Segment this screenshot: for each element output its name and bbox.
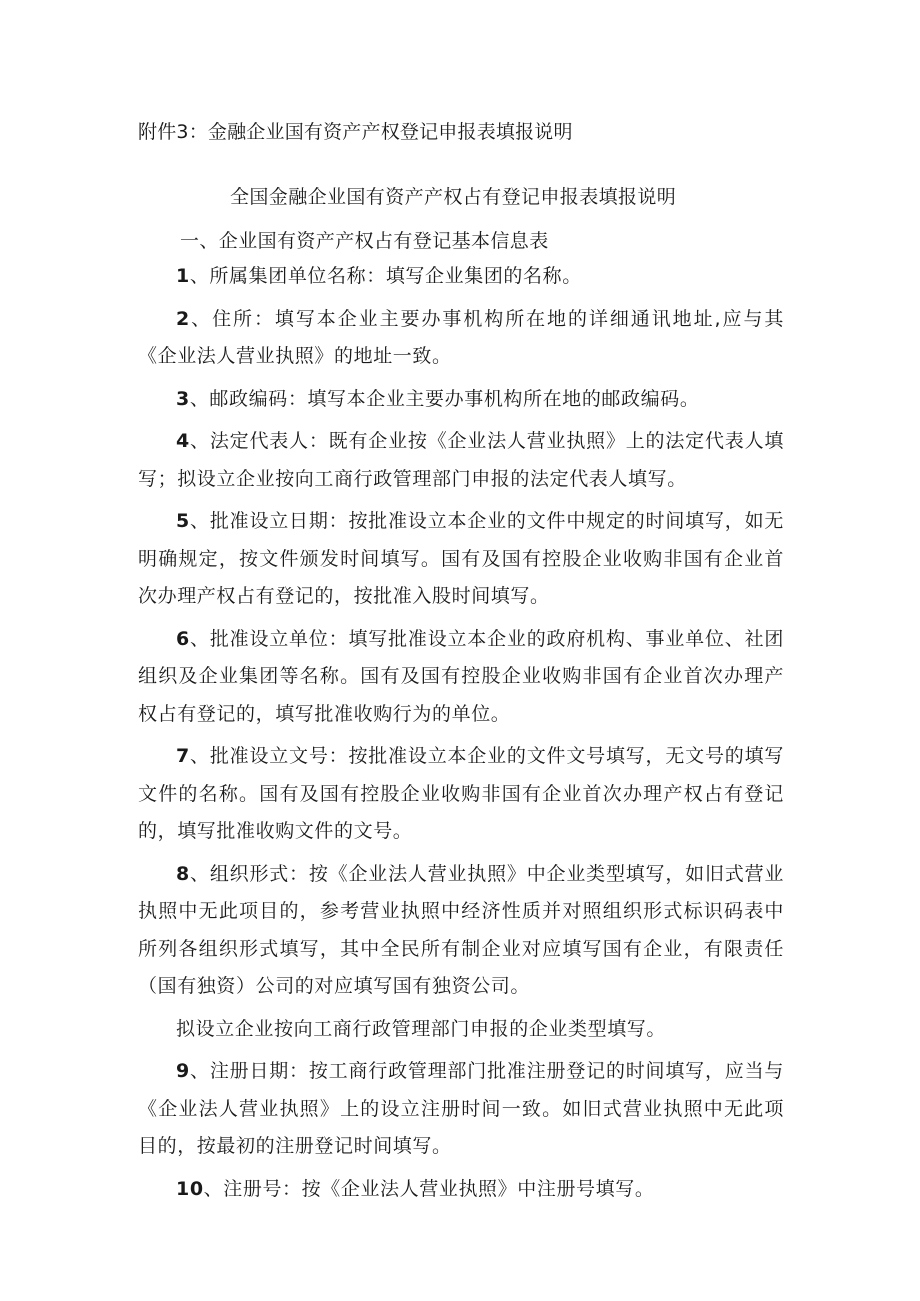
document-title: 全国金融企业国有资产产权占有登记申报表填报说明 <box>230 186 677 208</box>
paragraph-8-continued <box>138 1011 784 1049</box>
paragraph-2 <box>138 301 784 376</box>
item-number: 6 <box>176 627 190 650</box>
paragraph-text: 、组织形式：按《企业法人营业执照》中企业类型填写，如旧式营业执照中无此项目的，参考营业执照中经济性质并对照组织形式标识码表中所列各组织形式填写，其中全民所有制企业对应填写国有企业，有限责任（国有独资）公司的对应填写国有独资公司。 <box>138 862 784 997</box>
item-number: 1 <box>176 265 190 287</box>
item-number: 2 <box>176 307 190 330</box>
item-number: 9 <box>176 1060 190 1082</box>
item-number: 5 <box>176 510 190 532</box>
paragraph-text: 、注册日期：按工商行政管理部门批准注册登记的时间填写，应当与《企业法人营业执照》上的设立注册时间一致。如旧式营业执照中无此项目的，按最初的注册登记时间填写。 <box>138 1060 784 1157</box>
paragraph-3 <box>138 381 784 419</box>
paragraph-text: 拟设立企业按向工商行政管理部门申报的企业类型填写。 <box>176 1017 667 1040</box>
paragraph-1 <box>138 258 784 296</box>
document-body <box>138 258 784 1213</box>
section-heading: 一、企业国有资产产权占有登记基本信息表 <box>180 230 549 252</box>
paragraph-text: 、批准设立文号：按批准设立本企业的文件文号填写，无文号的填写文件的名称。国有及国有控股企业收购非国有企业首次办理产权占有登记的，填写批准收购文件的文号。 <box>138 745 784 842</box>
item-number: 8 <box>176 862 190 885</box>
attachment-heading: 附件3：金融企业国有资产产权登记申报表填报说明 <box>138 121 573 143</box>
paragraph-10 <box>138 1171 784 1209</box>
item-number: 7 <box>176 745 190 767</box>
paragraph-4 <box>138 423 784 498</box>
item-number: 10 <box>176 1177 204 1200</box>
paragraph-5 <box>138 503 784 616</box>
item-number: 4 <box>176 430 190 452</box>
paragraph-text: 、住所：填写本企业主要办事机构所在地的详细通讯地址,应与其《企业法人营业执照》的地址一致。 <box>138 307 784 367</box>
item-number: 3 <box>176 387 190 410</box>
paragraph-text: 、注册号：按《企业法人营业执照》中注册号填写。 <box>203 1177 655 1200</box>
paragraph-8 <box>138 856 784 1006</box>
paragraph-text: 、法定代表人：既有企业按《企业法人营业执照》上的法定代表人填写；拟设立企业按向工商行政管理部门申报的法定代表人填写。 <box>138 430 784 490</box>
paragraph-text: 、批准设立日期：按批准设立本企业的文件中规定的时间填写，如无明确规定，按文件颁发时间填写。国有及国有控股企业收购非国有企业首次办理产权占有登记的，按批准入股时间填写。 <box>138 510 784 607</box>
paragraph-text: 、邮政编码：填写本企业主要办事机构所在地的邮政编码。 <box>189 387 700 410</box>
paragraph-7 <box>138 738 784 851</box>
paragraph-9 <box>138 1053 784 1166</box>
paragraph-text: 、所属集团单位名称：填写企业集团的名称。 <box>189 265 582 287</box>
paragraph-text: 、批准设立单位：填写批准设立本企业的政府机构、事业单位、社团组织及企业集团等名称。国有及国有控股企业收购非国有企业首次办理产权占有登记的，填写批准收购行为的单位。 <box>138 627 784 725</box>
paragraph-6 <box>138 621 784 734</box>
